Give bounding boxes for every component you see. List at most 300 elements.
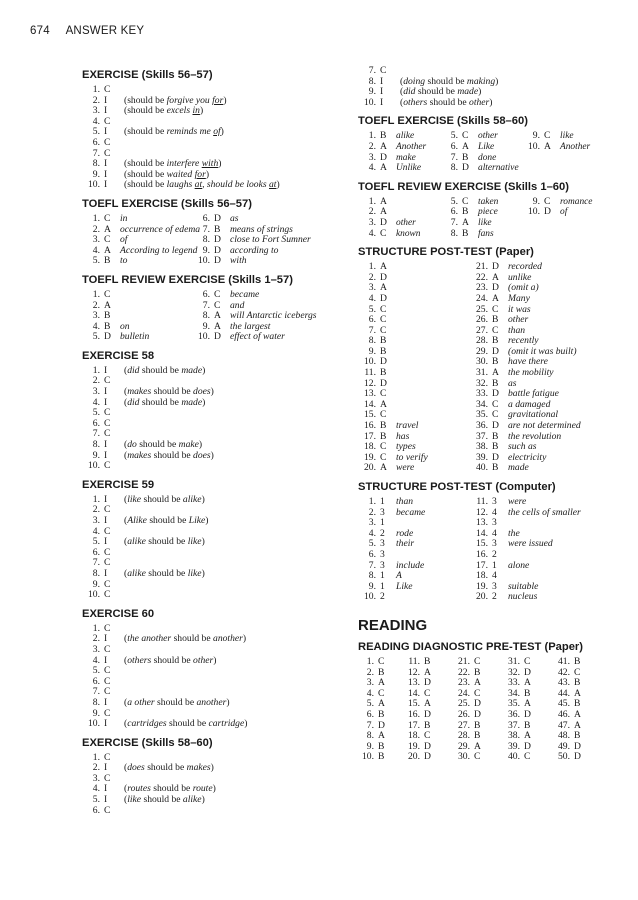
answer-row — [522, 229, 608, 240]
answer-cell — [358, 294, 396, 305]
answer-note: unlike — [508, 271, 532, 283]
answer-row — [554, 710, 604, 721]
answer-letter: C — [104, 589, 111, 601]
answer-grid — [82, 290, 352, 343]
item-number: 2. — [92, 762, 100, 774]
item-number: 2. — [92, 223, 100, 235]
answer-letter: I — [380, 86, 384, 98]
item-number: 39. — [508, 740, 520, 752]
answer-cell — [404, 657, 438, 668]
answer-note: close to Fort Sumner — [230, 234, 311, 246]
answer-letter: I — [104, 179, 108, 191]
answer-letter: D — [380, 151, 387, 163]
item-number: 8. — [368, 570, 376, 582]
answer-row — [470, 571, 608, 582]
item-number: 30. — [476, 356, 488, 368]
answer-letter: C — [104, 428, 111, 440]
answer-note: suitable — [508, 580, 539, 592]
answer-note: in — [120, 212, 128, 224]
item-number: 40. — [476, 462, 488, 474]
answer-row — [358, 497, 470, 508]
answer-note: recently — [508, 335, 539, 347]
answer-note: to verify — [396, 451, 428, 463]
item-number: 21. — [476, 261, 488, 273]
answer-row — [82, 666, 352, 677]
answer-cell — [470, 550, 508, 561]
answer-row — [82, 366, 352, 377]
answer-note: such as — [508, 441, 537, 453]
answer-cell — [358, 592, 396, 603]
answer-row — [82, 795, 352, 806]
answer-note: of — [560, 207, 568, 218]
answer-letter: C — [380, 324, 387, 336]
answer-note: of — [120, 234, 128, 246]
answer-letter: C — [492, 398, 499, 410]
answer-letter: C — [380, 451, 387, 463]
item-number: 49. — [558, 740, 570, 752]
section-heading: READING DIAGNOSTIC PRE-TEST (Paper) — [358, 640, 584, 653]
answer-note: (omit a) — [508, 282, 539, 294]
item-number: 13. — [408, 677, 420, 689]
answer-note: like — [560, 131, 574, 142]
item-number: 36. — [476, 420, 488, 432]
answer-row — [82, 719, 352, 730]
answer-note: were — [396, 462, 415, 474]
answer-note: means of strings — [230, 223, 293, 235]
section-heading: STRUCTURE POST-TEST (Computer) — [358, 481, 556, 493]
answer-row — [522, 163, 608, 174]
item-number: 8. — [368, 75, 376, 87]
answer-cell — [504, 657, 538, 668]
answer-letter: A — [380, 398, 387, 410]
answer-letter: A — [378, 730, 385, 742]
answer-note: fans — [478, 228, 494, 239]
answer-cell — [358, 678, 392, 689]
item-number: 31. — [476, 367, 488, 379]
answer-letter: A — [492, 271, 499, 283]
answer-letter: C — [424, 687, 431, 699]
answer-cell — [358, 229, 420, 240]
answer-cell — [454, 710, 488, 721]
answer-letter: C — [104, 504, 111, 516]
item-number: 41. — [558, 655, 570, 667]
answer-letter: I — [104, 396, 108, 408]
answer-row — [440, 163, 522, 174]
item-number: 1. — [92, 622, 100, 634]
answer-letter: B — [574, 677, 581, 689]
item-number: 2. — [368, 206, 376, 218]
answer-letter: A — [380, 195, 387, 207]
item-number: 38. — [476, 441, 488, 453]
answer-note: became — [396, 506, 426, 518]
item-number: 4. — [92, 396, 100, 408]
answer-letter: 3 — [492, 538, 497, 550]
item-number: 8. — [92, 696, 100, 708]
answer-section — [358, 640, 608, 763]
answer-section — [82, 349, 352, 472]
item-number: 5. — [368, 538, 376, 550]
answer-note: (a other should be another) — [124, 696, 230, 708]
answer-row — [82, 763, 352, 774]
answer-row — [358, 463, 470, 474]
answer-row — [454, 710, 504, 721]
answer-letter: C — [104, 557, 111, 569]
answer-letter: C — [424, 730, 431, 742]
item-number: 3. — [366, 677, 374, 689]
item-number: 22. — [476, 271, 488, 283]
item-number: 2. — [366, 666, 374, 678]
item-number: 7. — [368, 559, 376, 571]
item-number: 10. — [88, 460, 100, 472]
item-number: 3. — [92, 515, 100, 526]
answer-letter: C — [380, 409, 387, 421]
item-number: 3. — [92, 386, 100, 398]
answer-note: (like should be alike) — [124, 794, 205, 806]
item-number: 30. — [458, 751, 470, 763]
item-number: 1. — [92, 364, 100, 376]
item-number: 32. — [508, 666, 520, 678]
answer-section — [358, 480, 608, 603]
answer-note: (does should be makes) — [124, 762, 214, 774]
answer-note: Many — [508, 292, 530, 304]
answer-cell — [358, 710, 392, 721]
answer-letter: B — [380, 335, 387, 347]
answer-letter — [544, 229, 560, 240]
answer-note: the mobility — [508, 367, 554, 379]
item-number: 9. — [368, 345, 376, 357]
answer-letter: 1 — [380, 570, 385, 582]
item-number: 10. — [88, 718, 100, 730]
answer-letter: D — [424, 708, 431, 720]
item-number: 14. — [476, 527, 488, 539]
answer-row — [82, 138, 352, 149]
item-number: 35. — [476, 409, 488, 421]
answer-cell — [554, 752, 588, 763]
answer-letter: B — [380, 345, 387, 357]
answer-row — [470, 463, 608, 474]
item-number: 7. — [92, 147, 100, 159]
answer-note: according to — [230, 244, 279, 256]
answer-cell — [358, 273, 396, 284]
answer-row — [404, 710, 454, 721]
answer-grid — [358, 262, 608, 474]
answer-note: occurrence of edema — [120, 223, 201, 235]
running-head — [30, 25, 157, 37]
answer-letter: C — [474, 751, 481, 763]
answer-note: the largest — [230, 320, 271, 332]
answer-letter: C — [380, 227, 387, 239]
answer-letter: C — [104, 147, 111, 159]
section-heading: TOEFL EXERCISE (Skills 56–57) — [82, 197, 252, 210]
item-number: 33. — [508, 677, 520, 689]
answer-cell — [454, 657, 488, 668]
section-heading: STRUCTURE POST-TEST (Paper) — [358, 246, 534, 259]
item-number: 1. — [92, 751, 100, 763]
answer-section — [358, 180, 608, 239]
answer-letter: D — [378, 719, 385, 731]
answer-letter: D — [492, 345, 499, 357]
item-number: 2. — [92, 94, 100, 106]
answer-letter: C — [104, 136, 111, 148]
page-number: 674 — [30, 25, 50, 37]
answer-row — [192, 214, 352, 225]
answer-letter: A — [214, 320, 221, 332]
answer-row — [358, 98, 608, 109]
section-heading: EXERCISE (Skills 56–57) — [82, 69, 213, 81]
item-number: 1. — [368, 130, 376, 142]
answer-letter: A — [524, 677, 531, 689]
answer-row — [470, 453, 608, 464]
item-number: 34. — [476, 398, 488, 410]
answer-row — [82, 408, 352, 419]
item-number: 10. — [528, 206, 540, 218]
item-number: 3. — [92, 310, 100, 322]
answer-letter: I — [104, 449, 108, 461]
answer-row — [358, 550, 470, 561]
item-number: 16. — [408, 708, 420, 720]
answer-letter: A — [380, 282, 387, 294]
answer-letter: D — [524, 666, 531, 678]
answer-letter: C — [104, 212, 111, 224]
answer-row — [470, 508, 608, 519]
answer-note: A — [396, 570, 402, 582]
answer-letter: D — [380, 377, 387, 389]
item-number: 19. — [476, 580, 488, 592]
item-number: 6. — [368, 548, 376, 560]
item-number: 4. — [368, 162, 376, 174]
answer-letter: C — [104, 675, 111, 687]
answer-row — [82, 387, 352, 398]
answer-row — [358, 163, 440, 174]
answer-letter: D — [380, 292, 387, 304]
item-number: 13. — [476, 517, 488, 529]
answer-letter: A — [380, 261, 387, 273]
item-number: 9. — [532, 130, 540, 142]
answer-note: (alike should be like) — [124, 567, 205, 579]
answer-letter: 1 — [380, 496, 385, 507]
answer-letter: B — [462, 151, 469, 163]
answer-note: has — [396, 430, 410, 442]
item-number: 47. — [558, 719, 570, 731]
item-number: 42. — [558, 666, 570, 678]
answer-letter: I — [104, 794, 108, 806]
answer-note: (should be laughs at, should be looks at) — [124, 179, 280, 191]
answer-letter: C — [104, 407, 111, 419]
answer-letter: I — [104, 762, 108, 774]
answer-letter: I — [104, 94, 108, 106]
answer-grid — [358, 197, 608, 239]
item-number: 44. — [558, 687, 570, 699]
item-number: 19. — [408, 740, 420, 752]
answer-note: (should be excels in) — [124, 105, 204, 117]
answer-row — [470, 518, 608, 529]
answer-letter: D — [380, 271, 387, 283]
answer-cell — [358, 315, 396, 326]
answer-letter: A — [214, 310, 221, 322]
answer-row — [554, 657, 604, 668]
answer-letter: I — [104, 493, 108, 505]
answer-note: (did should be made) — [124, 364, 206, 376]
answer-note: effect of water — [230, 331, 285, 343]
answer-letter: D — [492, 261, 499, 273]
item-number: 8. — [92, 158, 100, 170]
answer-letter: B — [462, 227, 469, 239]
item-number: 3. — [92, 234, 100, 246]
item-number: 5. — [366, 698, 374, 710]
answer-note: electricity — [508, 451, 547, 463]
item-number: 27. — [476, 324, 488, 336]
answer-cell — [470, 497, 526, 508]
item-number: 5. — [368, 303, 376, 315]
answer-letter: C — [104, 643, 111, 655]
answer-section — [82, 68, 352, 191]
answer-note: rode — [396, 527, 414, 539]
item-number: 2. — [368, 506, 376, 518]
answer-row — [470, 497, 608, 508]
answer-letter: B — [492, 462, 499, 474]
answer-row — [82, 96, 352, 107]
item-number: 1. — [92, 493, 100, 505]
answer-row — [82, 558, 352, 569]
section-heading: EXERCISE 58 — [82, 349, 155, 362]
item-number: 9. — [92, 578, 100, 590]
answer-row — [192, 332, 352, 343]
answer-row — [470, 294, 608, 305]
answer-note: became — [230, 288, 260, 300]
answer-letter: I — [104, 439, 108, 451]
item-number: 3. — [92, 105, 100, 117]
item-number: 4. — [368, 292, 376, 304]
item-number: 2. — [92, 633, 100, 645]
item-number: 23. — [476, 282, 488, 294]
answer-note: than — [396, 496, 414, 507]
answer-letter: C — [378, 687, 385, 699]
answer-cell — [82, 301, 120, 312]
item-number: 9. — [202, 244, 210, 256]
answer-letter: D — [424, 740, 431, 752]
answer-note: their — [396, 538, 415, 550]
item-number: 4. — [366, 687, 374, 699]
answer-cell — [192, 290, 259, 301]
answer-cell — [554, 657, 588, 668]
answer-cell — [192, 332, 285, 343]
answer-note: the cells of smaller — [508, 506, 581, 518]
answer-note: it was — [508, 303, 531, 315]
answer-letter: 1 — [380, 517, 385, 529]
answer-cell — [522, 218, 560, 229]
item-number: 3. — [368, 151, 376, 163]
answer-note: travel — [396, 420, 419, 432]
answer-row — [82, 159, 352, 170]
item-number: 9. — [366, 740, 374, 752]
item-number: 7. — [368, 65, 376, 76]
answer-cell — [358, 142, 426, 153]
answer-letter: A — [474, 740, 481, 752]
answer-row — [82, 214, 192, 225]
answer-letter: C — [214, 299, 221, 311]
answer-cell — [358, 561, 424, 572]
answer-row — [454, 657, 504, 668]
item-number: 28. — [458, 730, 470, 742]
item-number: 37. — [476, 430, 488, 442]
answer-letter: 4 — [492, 506, 497, 518]
item-number: 24. — [458, 687, 470, 699]
answer-note: Like — [396, 580, 413, 592]
answer-section — [82, 607, 352, 730]
answer-row — [82, 590, 352, 601]
item-number: 23. — [458, 677, 470, 689]
answer-letter: B — [104, 310, 111, 322]
answer-letter: C — [104, 804, 111, 816]
answer-grid — [358, 657, 608, 763]
item-number: 27. — [458, 719, 470, 731]
answer-cell — [440, 142, 494, 153]
answer-letter — [544, 153, 560, 164]
item-number: 10. — [198, 331, 210, 343]
item-number: 35. — [508, 698, 520, 710]
answer-letter: C — [104, 622, 111, 634]
answer-letter: I — [380, 75, 384, 87]
item-number: 37. — [508, 719, 520, 731]
item-number: 5. — [92, 407, 100, 419]
answer-letter: I — [104, 158, 108, 170]
answer-row — [82, 569, 352, 580]
answer-letter: 3 — [380, 559, 385, 571]
item-number: 4. — [92, 783, 100, 795]
answer-note: Unlike — [396, 163, 421, 174]
answer-letter: A — [424, 698, 431, 710]
answer-letter: I — [104, 783, 108, 795]
item-number: 5. — [92, 255, 100, 267]
item-number: 2. — [368, 271, 376, 283]
answer-letter: 1 — [492, 559, 497, 571]
answer-cell — [82, 214, 127, 225]
answer-letter: D — [474, 698, 481, 710]
answer-letter: A — [380, 162, 387, 174]
answer-row — [554, 752, 604, 763]
right-column — [358, 66, 608, 769]
item-number: 5. — [450, 130, 458, 142]
item-number: 10. — [364, 96, 376, 108]
answer-row — [82, 656, 352, 667]
section-heading: EXERCISE (Skills 58–60) — [82, 736, 213, 749]
item-number: 4. — [368, 227, 376, 239]
item-number: 12. — [476, 506, 488, 518]
answer-letter: D — [574, 751, 581, 763]
answer-cell — [404, 752, 438, 763]
answer-row — [358, 592, 470, 603]
answer-letter: B — [574, 730, 581, 742]
answer-letter: 3 — [380, 548, 385, 560]
answer-letter: B — [378, 751, 385, 763]
answer-letter: C — [378, 655, 385, 667]
answer-letter: D — [214, 331, 221, 343]
item-number: 25. — [458, 698, 470, 710]
item-number: 15. — [476, 538, 488, 550]
answer-row — [470, 592, 608, 603]
answer-letter: D — [492, 388, 499, 400]
answer-letter: A — [574, 708, 581, 720]
answer-section — [358, 617, 608, 634]
answer-cell — [358, 497, 413, 508]
item-number: 36. — [508, 708, 520, 720]
answer-note: (should be interfere with) — [124, 158, 222, 170]
answer-cell — [358, 326, 396, 337]
answer-letter: A — [378, 677, 385, 689]
item-number: 9. — [202, 320, 210, 332]
item-number: 1. — [368, 496, 376, 507]
answer-section — [82, 197, 352, 267]
